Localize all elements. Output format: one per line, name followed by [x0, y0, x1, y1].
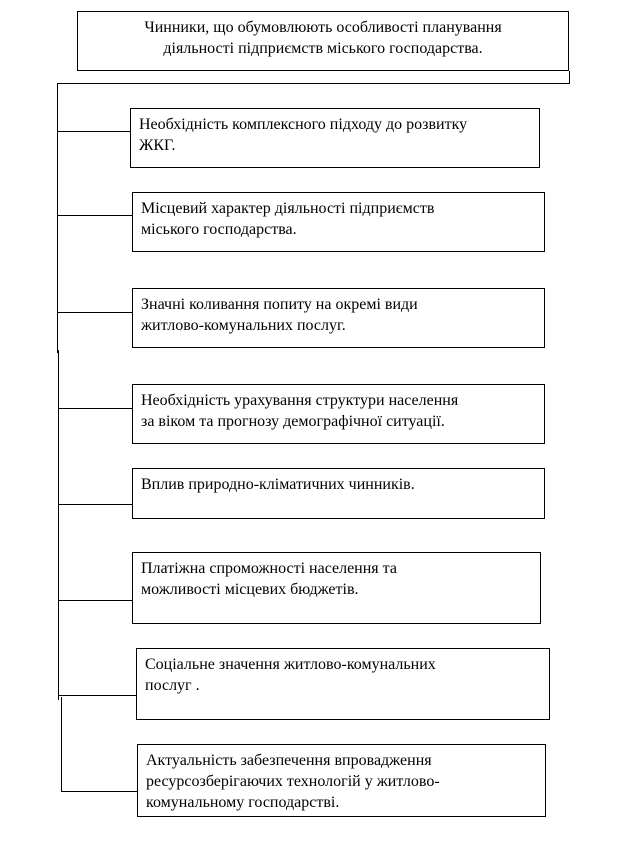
title-connector-top — [57, 83, 570, 84]
factor-box — [130, 108, 540, 168]
factor-box — [136, 648, 550, 720]
spine-segment — [58, 350, 59, 700]
factor-text: Значні коливання попиту на окремі види житлово-комунальних послуг. — [141, 296, 418, 334]
factor-box — [137, 744, 546, 817]
factor-box — [132, 192, 545, 252]
branch-line — [58, 600, 132, 601]
factor-box — [132, 384, 545, 444]
branch-line — [58, 504, 132, 505]
branch-line — [57, 131, 130, 132]
factor-box — [132, 552, 541, 624]
spine-segment — [61, 697, 62, 792]
factor-text: Актуальність забезпечення впровадження ресурсозберігаючих технологій у житлово- комунальному господарстві. — [146, 752, 440, 811]
factor-text: Соціальне значення житлово-комунальних послуг . — [145, 656, 436, 694]
factor-text: Платіжна спроможності населення та можливості місцевих бюджетів. — [141, 560, 397, 598]
factor-text: Необхідність комплексного підходу до розвитку ЖКГ. — [139, 116, 468, 154]
branch-line — [58, 695, 136, 696]
factor-box — [132, 288, 545, 348]
diagram-title: Чинники, що обумовлюють особливості планування діяльності підприємств міського господарства. — [144, 19, 502, 57]
diagram-title-box — [77, 11, 569, 71]
branch-line — [58, 408, 132, 409]
factor-box — [132, 468, 545, 519]
factor-text: Місцевий характер діяльності підприємств міського господарства. — [141, 200, 435, 238]
branch-line — [61, 791, 137, 792]
title-connector-right — [569, 71, 570, 84]
factor-text: Необхідність урахування структури населення за віком та прогнозу демографічної ситуації. — [141, 392, 459, 430]
branch-line — [57, 215, 132, 216]
branch-line — [57, 312, 132, 313]
factor-text: Вплив природно-кліматичних чинників. — [141, 476, 415, 493]
